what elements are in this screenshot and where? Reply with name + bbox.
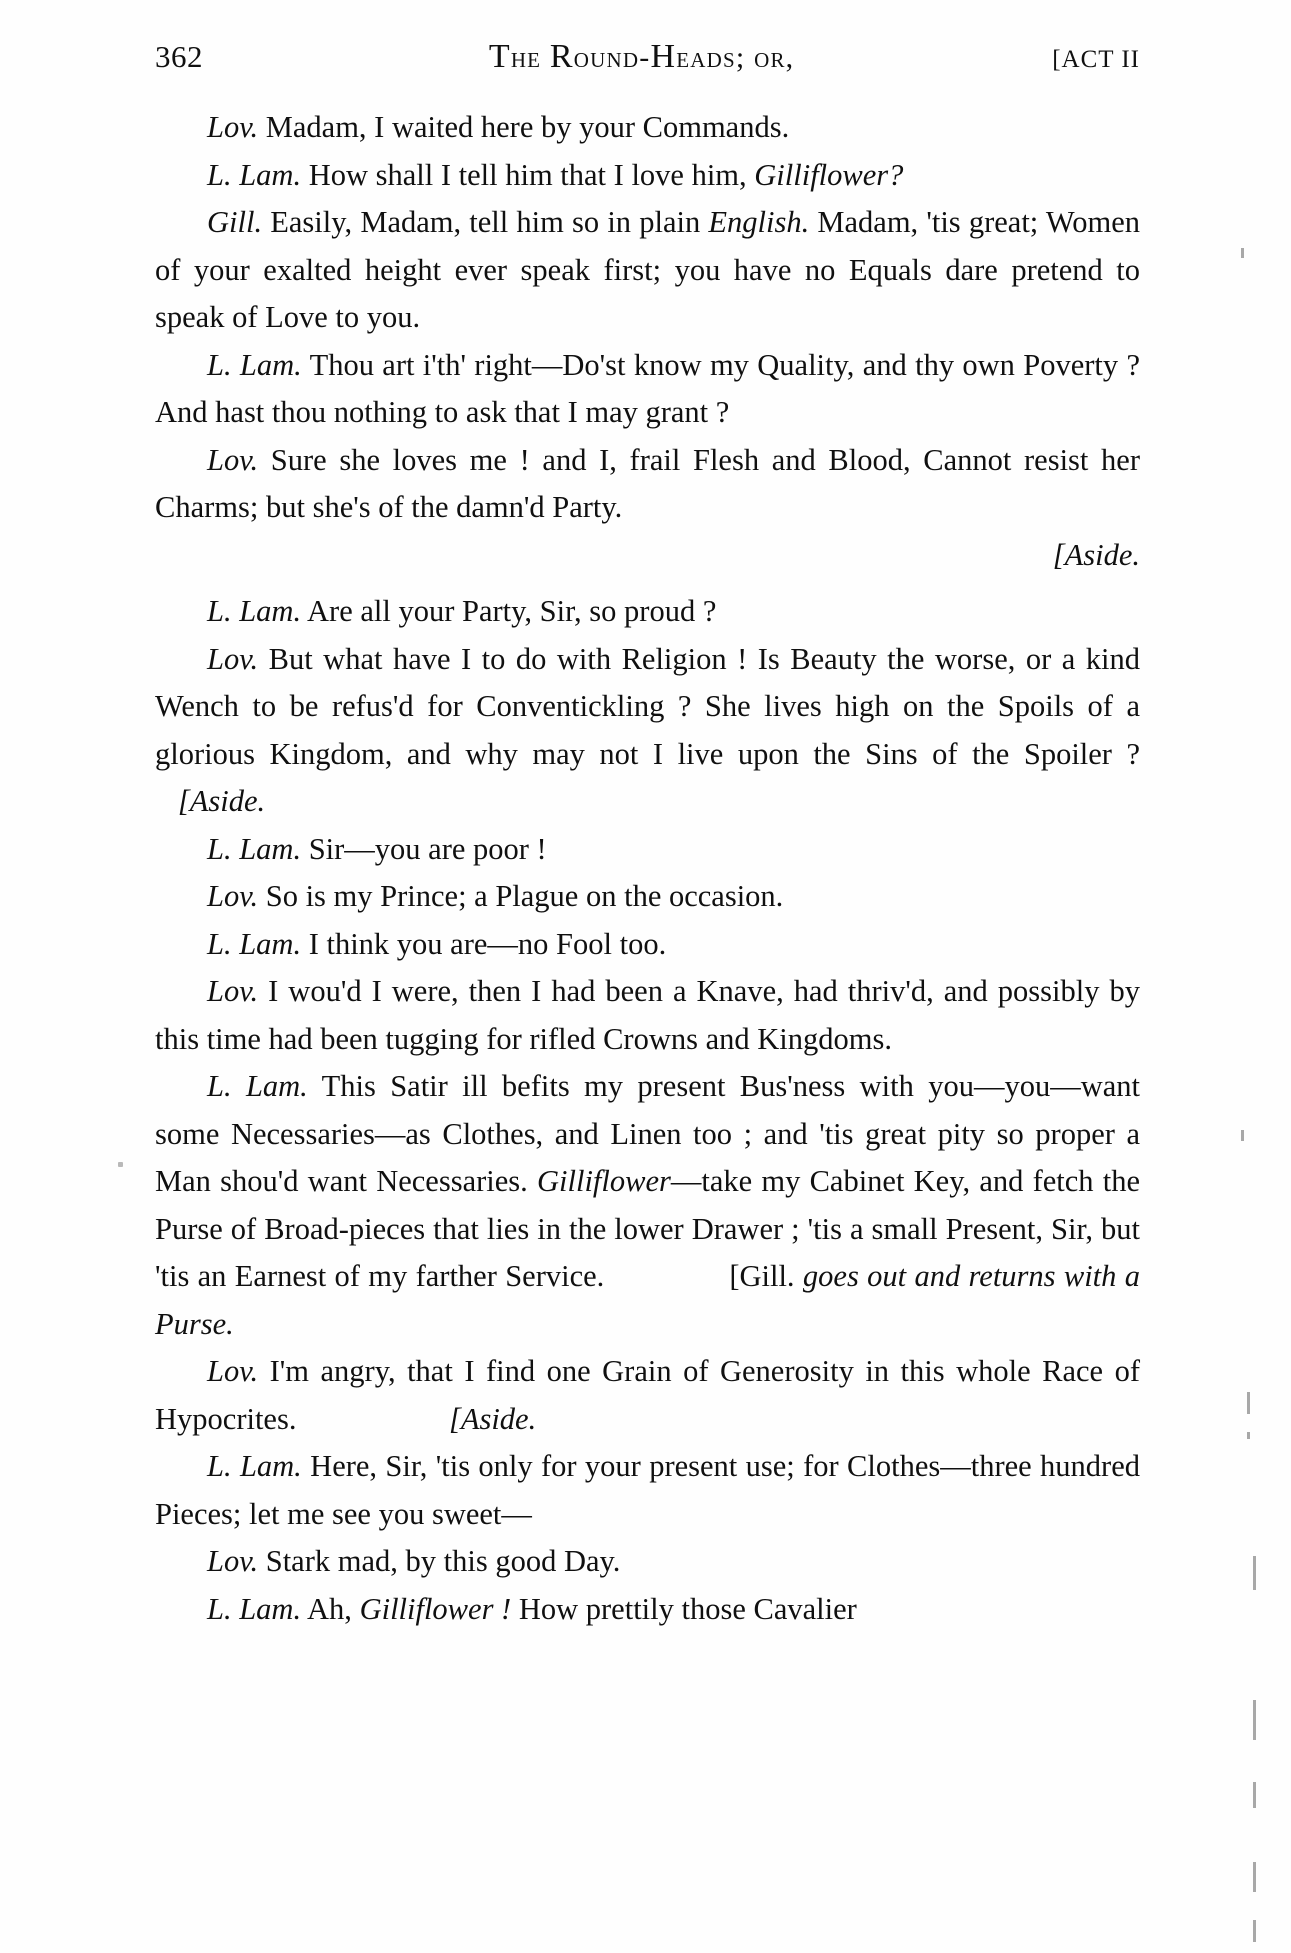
speaker-label: L. Lam.	[207, 594, 302, 628]
dialogue-line	[155, 1538, 1140, 1586]
dialogue-line	[155, 1348, 1140, 1443]
line-text: But what have I to do with Religion ! Is Beauty the worse, or a kind Wench to be refus'd for Conventickling ? She lives high on the Spoils of a glorious Kingdom, and why may not I live upon the Sins of the Spoiler ?	[155, 641, 1141, 771]
act-marker: [ACT II	[1052, 46, 1140, 73]
speaker-label: L. Lam.	[207, 831, 302, 866]
line-text: This Satir ill befits my present Bus'ness with you—you—want some Necessaries—as Clothes, and Linen too ; and 'tis great pity so proper a Man shou'd want Necessaries.	[155, 1069, 1141, 1198]
dialogue-line	[155, 921, 1140, 969]
line-text-cont: Madam, 'tis great; Women of your exalted height ever speak first; you have no Equals dare pretend to speak of Love to you.	[155, 205, 1141, 334]
speaker-label: Lov.	[207, 879, 259, 913]
speaker-label: L. Lam.	[207, 926, 302, 961]
speaker-label: Lov.	[207, 110, 259, 144]
dialogue-line	[155, 636, 1140, 826]
line-text: Sir—you are poor !	[308, 831, 547, 866]
speaker-label: Lov.	[207, 1354, 259, 1388]
speaker-label: Lov.	[207, 1544, 259, 1578]
speaker-label: Lov.	[207, 641, 259, 676]
dialogue-line	[155, 342, 1140, 437]
speaker-label: L. Lam.	[207, 1591, 302, 1626]
line-text: Easily, Madam, tell him so in plain	[270, 205, 709, 239]
line-text: I think you are—no Fool too.	[308, 926, 667, 961]
line-text: Here, Sir, 'tis only for your present use; for Clothes—three hundred Pieces; let me see you sweet—	[155, 1449, 1140, 1531]
line-text: Thou art i'th' right—Do'st know my Quality, and thy own Poverty ? And hast thou nothing to ask that I may grant ?	[155, 347, 1141, 429]
dialogue-line	[155, 826, 1140, 874]
line-text: Are all your Party, Sir, so proud ?	[307, 594, 717, 628]
scan-edge-marks	[1233, 0, 1263, 1953]
speaker-label: L. Lam.	[207, 1449, 302, 1483]
speaker-label: L. Lam.	[207, 157, 302, 192]
line-text-italic: Gilliflower !	[359, 1591, 512, 1626]
dialogue-line	[155, 873, 1140, 921]
speaker-label: Lov.	[207, 442, 259, 477]
stage-direction-text: goes out and returns with a Purse.	[155, 1259, 1140, 1341]
dialogue-line	[155, 1586, 1140, 1634]
line-text-cont: How prettily those Cavalier	[511, 1591, 857, 1626]
dialogue-line	[155, 104, 1140, 152]
page-folio: 362	[155, 39, 203, 74]
stage-direction-aside: [Aside.	[1052, 537, 1140, 572]
line-text: How shall I tell him that I love him,	[308, 157, 755, 192]
line-text: Madam, I waited here by your Commands.	[265, 110, 790, 144]
line-text: I'm angry, that I find one Grain of Generosity in this whole Race of Hypocrites.	[155, 1354, 1141, 1436]
stage-direction-aside: [Aside.	[177, 784, 266, 818]
dialogue-line	[155, 199, 1140, 342]
dialogue-line	[155, 1443, 1140, 1538]
speaker-label: Lov.	[207, 974, 259, 1008]
line-text-cont: —take my Cabinet Key, and fetch the Purse of Broad-pieces that lies in the lower Drawer ; 'tis a small Present, Sir, but 'tis an Earnest of my farther Service.	[155, 1164, 1140, 1293]
line-text-italic: English.	[708, 205, 810, 239]
page-body	[155, 104, 1140, 1633]
line-text: So is my Prince; a Plague on the occasion.	[265, 879, 784, 913]
dialogue-line	[155, 152, 1140, 200]
dialogue-line	[155, 588, 1140, 636]
speaker-label: L. Lam.	[207, 347, 302, 382]
line-text: I wou'd I were, then I had been a Knave, had thriv'd, and possibly by this time had been tugging for rifled Crowns and Kingdoms.	[155, 974, 1141, 1056]
running-head	[155, 38, 1140, 82]
dialogue-line	[155, 968, 1140, 1063]
speaker-label: L. Lam.	[207, 1069, 308, 1103]
stage-direction-prefix: [Gill.	[729, 1259, 795, 1293]
speaker-label: Gill.	[207, 205, 263, 239]
dialogue-line	[155, 437, 1140, 580]
running-title: The Round-Heads; or,	[488, 38, 795, 75]
stage-direction-aside: [Aside.	[448, 1401, 537, 1436]
dialogue-line	[155, 1063, 1140, 1348]
line-text-italic: Gilliflower	[537, 1164, 671, 1198]
line-text: Ah,	[307, 1591, 360, 1626]
line-text: Sure she loves me ! and I, frail Flesh and Blood, Cannot resist her Charms; but she's of the damn'd Party.	[155, 442, 1141, 524]
scan-speck	[118, 1162, 123, 1167]
line-text-italic: Gilliflower?	[754, 157, 904, 192]
line-text: Stark mad, by this good Day.	[265, 1544, 621, 1578]
